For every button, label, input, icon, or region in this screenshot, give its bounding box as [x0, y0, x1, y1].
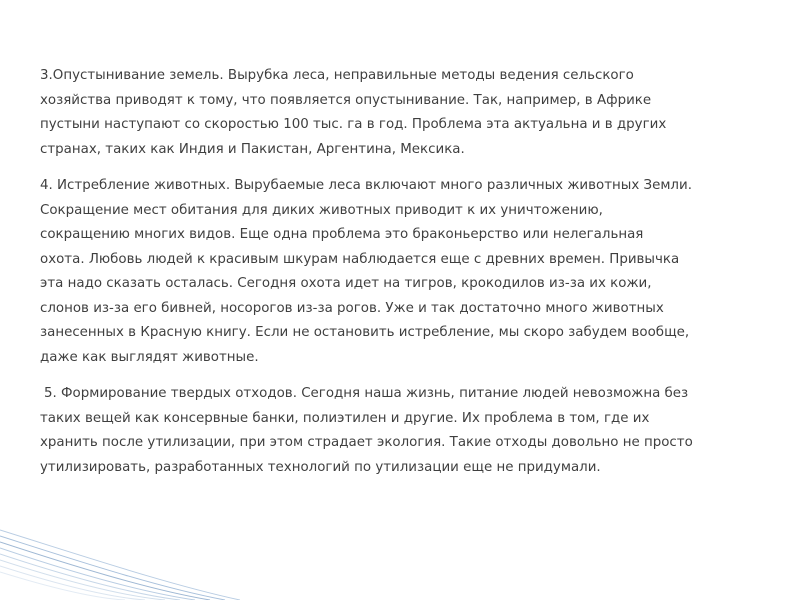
wave-line — [0, 536, 225, 600]
text-line: хозяйства приводят к тому, что появляется опустынивание. Так, например, в Африке — [40, 92, 652, 108]
body-text — [40, 64, 775, 480]
paragraph-solid-waste — [40, 382, 775, 480]
corner-wave-decoration — [0, 480, 240, 600]
text-line: слонов из-за его бивней, носорогов из-за рогов. Уже и так достаточно много животных — [40, 300, 664, 316]
wave-line — [0, 542, 210, 600]
paragraph-animal-extermination — [40, 174, 775, 370]
paragraph-desertification — [40, 64, 775, 162]
text-line: пустыни наступают со скоростью 100 тыс. га в год. Проблема эта актуальна и в других — [40, 117, 667, 132]
wave-line — [0, 530, 240, 600]
text-line: Сокращение мест обитания для диких животных приводит к их уничтожению, — [40, 202, 603, 218]
text-line: странах, таких как Индия и Пакистан, Аргентина, Мексика. — [40, 141, 465, 157]
text-line: 4. Истребление животных. Вырубаемые леса включают много различных животных Земли. — [40, 178, 692, 193]
text-line: охота. Любовь людей к красивым шкурам наблюдается еще с древних времен. Привычка — [40, 251, 680, 267]
text-line: сокращению многих видов. Еще одна проблема это браконьерство или нелегальная — [40, 227, 644, 242]
text-line: таких вещей как консервные банки, полиэтилен и другие. Их проблема в том, где их — [40, 410, 650, 426]
text-line: занесенных в Красную книгу. Если не остановить истребление, мы скоро забудем вообще, — [40, 325, 690, 340]
text-line: даже как выглядят животные. — [40, 349, 259, 365]
wave-line — [0, 548, 195, 600]
text-line: 3.Опустынивание земель. Вырубка леса, неправильные методы ведения сельского — [40, 68, 634, 83]
text-line: эта надо сказать осталась. Сегодня охота идет на тигров, крокодилов из-за их кожи, — [40, 276, 652, 291]
text-line: хранить после утилизации, при этом страдает экология. Такие отходы довольно не просто — [40, 435, 693, 450]
text-line: утилизировать, разработанных технологий по утилизации еще не придумали. — [40, 459, 601, 475]
text-line: 5. Формирование твердых отходов. Сегодня наша жизнь, питание людей невозможна без — [44, 386, 689, 401]
